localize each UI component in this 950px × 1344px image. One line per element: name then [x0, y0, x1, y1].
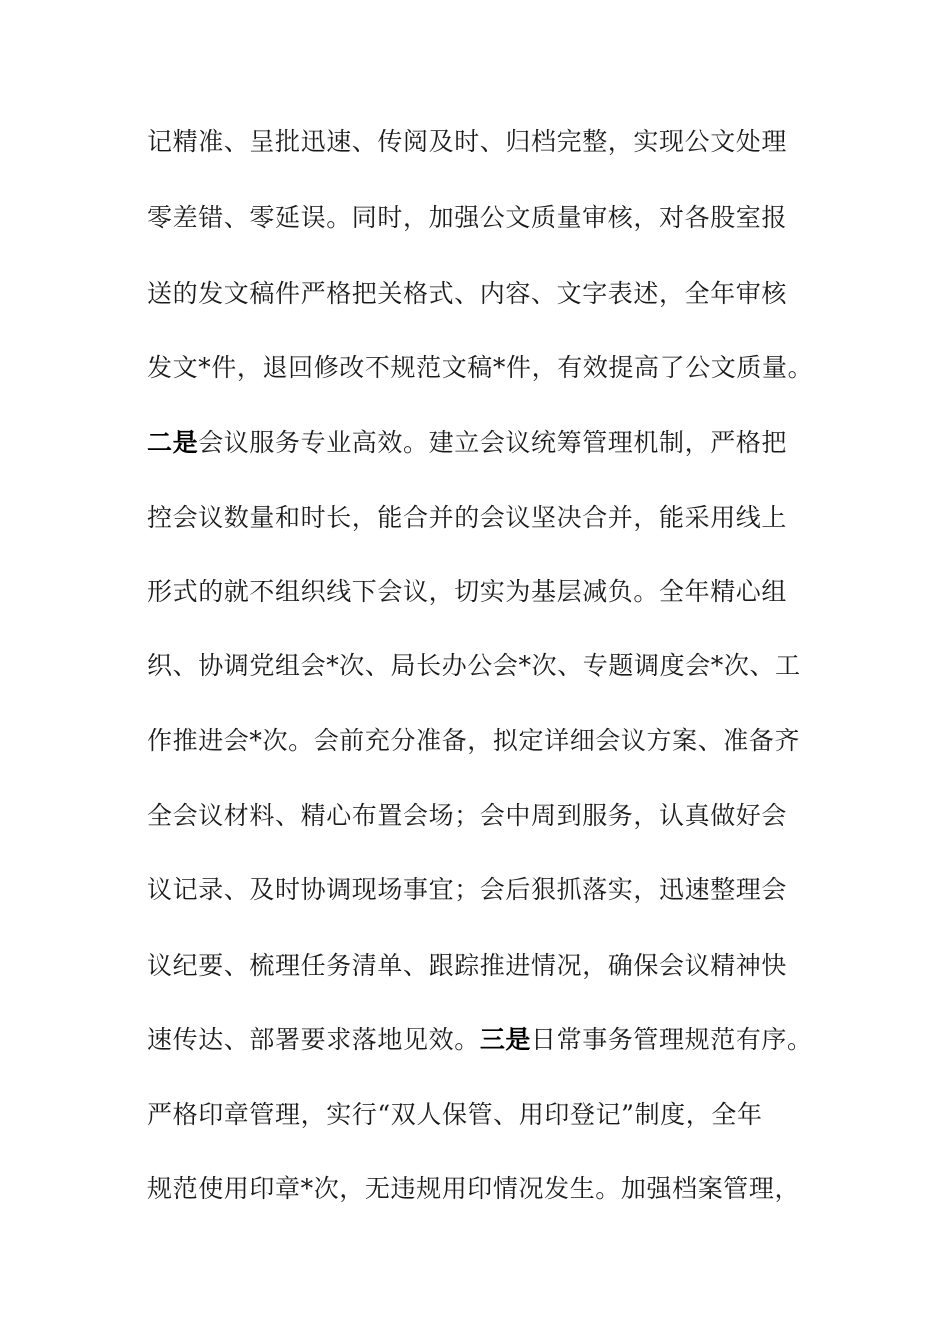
body-line: [147, 721, 807, 761]
body-line: [147, 646, 807, 686]
line-text: 速传达、部署要求落地见效。: [147, 1025, 480, 1054]
body-line: [147, 796, 807, 836]
body-line: [147, 498, 807, 538]
body-line: [147, 348, 814, 388]
section-marker: 三是: [479, 1025, 532, 1054]
body-line: [147, 1095, 807, 1135]
line-text: 控会议数量和时长，能合并的会议坚决合并，能采用线上: [147, 503, 788, 532]
body-line: [147, 870, 807, 910]
body-line: [147, 1169, 807, 1209]
line-text: 记精准、呈批迅速、传阅及时、归档完整，实现公文处理: [147, 127, 788, 156]
line-text: 规范使用印章*次，无违规用印情况发生。加强档案管理，: [147, 1174, 801, 1203]
line-text: 零差错、零延误。同时，加强公文质量审核，对各股室报: [147, 203, 788, 232]
body-line: [147, 423, 807, 463]
line-text: 议记录、及时协调现场事宜；会后狠抓落实，迅速整理会: [147, 875, 788, 904]
section-marker: 二是: [147, 428, 199, 457]
line-text: 织、协调党组会*次、局长办公会*次、专题调度会*次、工: [147, 651, 801, 680]
body-line: [147, 1020, 813, 1060]
line-text: 形式的就不组织线下会议，切实为基层减负。全年精心组: [147, 577, 788, 606]
line-text: 发文*件，退回修改不规范文稿*件，有效提高了公文质量。: [147, 353, 814, 382]
line-text: 议纪要、梳理任务清单、跟踪推进情况，确保会议精神快: [147, 951, 788, 980]
body-line: [147, 946, 807, 986]
body-line: [147, 122, 807, 162]
line-text: 严格印章管理，实行“双人保管、用印登记”制度，全年: [147, 1100, 763, 1129]
line-text: 会议服务专业高效。建立会议统筹管理机制，严格把: [198, 428, 788, 457]
line-text: 作推进会*次。会前充分准备，拟定详细会议方案、准备齐: [147, 726, 801, 755]
line-text: 日常事务管理规范有序。: [531, 1025, 813, 1054]
body-line: [147, 572, 807, 612]
body-line: [147, 274, 807, 314]
line-text: 全会议材料、精心布置会场；会中周到服务，认真做好会: [147, 801, 788, 830]
line-text: 送的发文稿件严格把关格式、内容、文字表述，全年审核: [147, 279, 788, 308]
body-line: [147, 198, 807, 238]
